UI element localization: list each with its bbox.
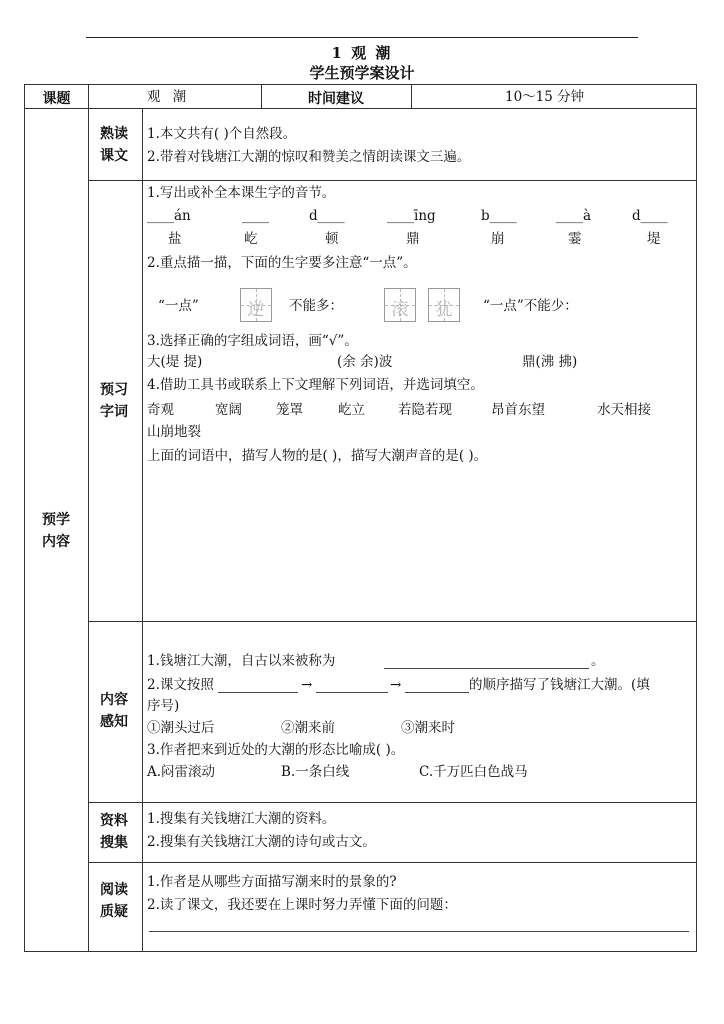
word-5: 若隐若现	[398, 402, 452, 418]
worksheet-table	[24, 84, 697, 952]
dot-label-a: “一点”	[158, 298, 199, 314]
option-1: ①潮头过后	[147, 720, 215, 736]
topic-value: 观 潮	[147, 89, 191, 105]
header-rule	[86, 37, 638, 38]
section-label: 预学 内容	[42, 512, 70, 550]
answer-line	[149, 931, 689, 932]
content-q2-start: 2.课文按照	[147, 677, 214, 693]
char-3: 顿	[325, 231, 339, 247]
arrow-2: →	[390, 677, 402, 693]
content-q1: 1.钱塘江大潮，自古以来被称为	[147, 653, 336, 669]
answer-blank-3	[316, 692, 388, 693]
char-2: 屹	[244, 231, 258, 247]
vocab-q2: 2.重点描一描，下面的生字要多注意“一点”。	[147, 255, 417, 271]
answer-blank-2	[218, 692, 298, 693]
not-more-label: 不能多：	[289, 298, 343, 314]
page-subtitle: 学生预学案设计	[309, 64, 415, 82]
q3-option-c: C.千万匹白色战马	[419, 764, 528, 780]
vocab-q4: 4.借助工具书或联系上下文理解下列词语，并选词填空。	[147, 377, 484, 393]
pinyin-6: ____à	[556, 208, 592, 224]
char-5: 崩	[491, 231, 505, 247]
materials-item-2: 2.搜集有关钱塘江大潮的诗句或古文。	[147, 834, 376, 850]
pinyin-3: d____	[309, 208, 345, 224]
topic-label: 课题	[42, 91, 71, 107]
materials-item-1: 1.搜集有关钱塘江大潮的资料。	[147, 811, 336, 827]
content-q3: 3.作者把来到近处的大潮的形态比喻成( )。	[147, 742, 405, 758]
content-q2-end: 的顺序描写了钱塘江大潮。(填	[469, 677, 650, 693]
char-6: 霎	[568, 231, 582, 247]
pinyin-7: d____	[632, 208, 668, 224]
q3-option-b: B.一条白线	[281, 764, 350, 780]
char-4: 鼎	[406, 231, 420, 247]
trace-box-b2: 犹	[428, 288, 460, 322]
time-label: 时间建议	[308, 91, 364, 107]
questions-label: 阅读 质疑	[100, 882, 128, 920]
questions-item-2: 2.读了课文，我还要在上课时努力弄懂下面的问题：	[147, 897, 457, 913]
trace-box-b1: 滚	[384, 288, 416, 322]
vocab-q3: 3.选择正确的字组成词语，画“√”。	[147, 333, 358, 349]
choice-3: 鼎(沸 拂)	[522, 354, 578, 370]
q3-option-a: A.闷雷滚动	[147, 764, 216, 780]
word-7: 水天相接	[597, 402, 651, 418]
word-6: 昂首东望	[491, 402, 545, 418]
choice-1: 大(堤 提)	[147, 354, 203, 370]
reading-item-1: 1.本文共有( )个自然段。	[147, 126, 297, 142]
word-8: 山崩地裂	[147, 424, 201, 440]
vocab-fill: 上面的词语中，描写人物的是( )，描写大潮声音的是( )。	[147, 448, 488, 464]
choice-2: (余 余)波	[337, 354, 393, 370]
pinyin-5: b____	[481, 208, 517, 224]
materials-label: 资料 搜集	[100, 813, 128, 851]
reading-item-2: 2.带着对钱塘江大潮的惊叹和赞美之情朗读课文三遍。	[147, 149, 471, 165]
reading-label: 熟读 课文	[100, 126, 128, 164]
word-1: 奇观	[147, 402, 174, 418]
content-label: 内容 感知	[100, 692, 128, 730]
char-1: 盐	[168, 231, 182, 247]
word-3: 笼罩	[276, 402, 303, 418]
content-q2-cont: 序号)	[147, 698, 180, 714]
pinyin-1: ____án	[147, 208, 191, 224]
option-3: ③潮来时	[401, 720, 455, 736]
pinyin-2: ____	[242, 208, 269, 224]
vocab-label: 预习 字词	[100, 382, 128, 420]
questions-item-1: 1.作者是从哪些方面描写潮来时的景象的?	[147, 874, 397, 890]
arrow-1: →	[301, 677, 313, 693]
dot-label-b: “一点”不能少：	[483, 298, 578, 314]
pinyin-4: ____īng	[387, 208, 436, 224]
trace-box-a: 逆	[240, 288, 272, 322]
option-2: ②潮来前	[281, 720, 335, 736]
char-7: 堤	[647, 231, 661, 247]
page-title: 1 观 潮	[331, 44, 393, 62]
word-2: 宽阔	[215, 402, 242, 418]
word-4: 屹立	[338, 402, 365, 418]
answer-blank-4	[405, 692, 469, 693]
content-q1-end: 。	[591, 653, 605, 669]
answer-blank-1	[384, 668, 589, 669]
time-value: 10～15 分钟	[505, 89, 585, 105]
vocab-q1: 1.写出或补全本课生字的音节。	[147, 185, 336, 201]
